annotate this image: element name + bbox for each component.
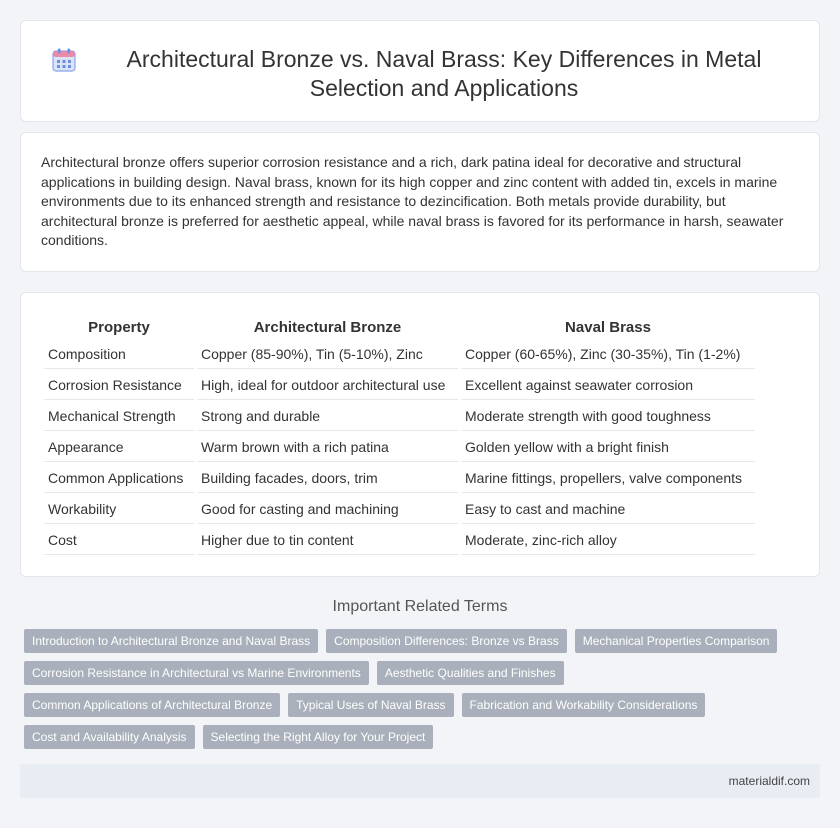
brass-cell: Copper (60-65%), Zinc (30-35%), Tin (1-2%) [461, 339, 755, 369]
related-term-tag[interactable]: Corrosion Resistance in Architectural vs Marine Environments [24, 661, 369, 685]
related-term-tag[interactable]: Common Applications of Architectural Bronze [24, 693, 280, 717]
table-header-row [44, 316, 755, 338]
intro-paragraph: Architectural bronze offers superior corrosion resistance and a rich, dark patina ideal for decorative and structural applications in building design. Naval brass, known for its high copper and zinc content with added tin, excels in marine environments due to its enhanced strength and resistance to dezincification. Both metals provide durability, but architectural bronze is preferred for aesthetic appeal, while naval brass is favored for its performance in harsh, seawater conditions. [41, 154, 784, 249]
column-header-architectural-bronze: Architectural Bronze [253, 318, 402, 336]
related-term-tag[interactable]: Mechanical Properties Comparison [575, 629, 778, 653]
brass-cell: Marine fittings, propellers, valve components [461, 463, 755, 493]
related-terms-tags [24, 629, 814, 757]
footer-site-link[interactable]: materialdif.com [728, 774, 810, 788]
brass-cell: Easy to cast and machine [461, 494, 755, 524]
footer [20, 764, 820, 798]
bronze-cell: Copper (85-90%), Tin (5-10%), Zinc [197, 339, 458, 369]
table-row [44, 525, 755, 555]
related-terms-heading: Important Related Terms [332, 598, 508, 615]
related-term-tag[interactable]: Typical Uses of Naval Brass [288, 693, 453, 717]
property-cell: Appearance [44, 432, 194, 462]
table-row [44, 401, 755, 431]
related-term-tag[interactable]: Aesthetic Qualities and Finishes [377, 661, 564, 685]
table-row [44, 370, 755, 400]
bronze-cell: Warm brown with a rich patina [197, 432, 458, 462]
bronze-cell: Strong and durable [197, 401, 458, 431]
brass-cell: Moderate, zinc-rich alloy [461, 525, 755, 555]
bronze-cell: Building facades, doors, trim [197, 463, 458, 493]
property-cell: Common Applications [44, 463, 194, 493]
intro-card [20, 132, 820, 272]
bronze-cell: High, ideal for outdoor architectural use [197, 370, 458, 400]
calendar-icon [51, 47, 77, 73]
brass-cell: Excellent against seawater corrosion [461, 370, 755, 400]
table-row [44, 432, 755, 462]
page-title: Architectural Bronze vs. Naval Brass: Key Differences in Metal Selection and Applications [126, 46, 762, 101]
table-row [44, 463, 755, 493]
property-cell: Mechanical Strength [44, 401, 194, 431]
property-cell: Cost [44, 525, 194, 555]
bronze-cell: Higher due to tin content [197, 525, 458, 555]
brass-cell: Moderate strength with good toughness [461, 401, 755, 431]
related-term-tag[interactable]: Composition Differences: Bronze vs Brass [326, 629, 567, 653]
related-term-tag[interactable]: Introduction to Architectural Bronze and Naval Brass [24, 629, 318, 653]
column-header-property: Property [88, 318, 150, 336]
bronze-cell: Good for casting and machining [197, 494, 458, 524]
column-header-naval-brass: Naval Brass [565, 318, 651, 336]
comparison-table [41, 315, 758, 556]
property-cell: Workability [44, 494, 194, 524]
brass-cell: Golden yellow with a bright finish [461, 432, 755, 462]
table-row [44, 339, 755, 369]
related-term-tag[interactable]: Fabrication and Workability Considerations [462, 693, 706, 717]
table-row [44, 494, 755, 524]
comparison-table-card [20, 292, 820, 577]
related-term-tag[interactable]: Cost and Availability Analysis [24, 725, 195, 749]
header-card [20, 20, 820, 122]
property-cell: Composition [44, 339, 194, 369]
property-cell: Corrosion Resistance [44, 370, 194, 400]
header [21, 45, 819, 103]
related-term-tag[interactable]: Selecting the Right Alloy for Your Project [203, 725, 434, 749]
